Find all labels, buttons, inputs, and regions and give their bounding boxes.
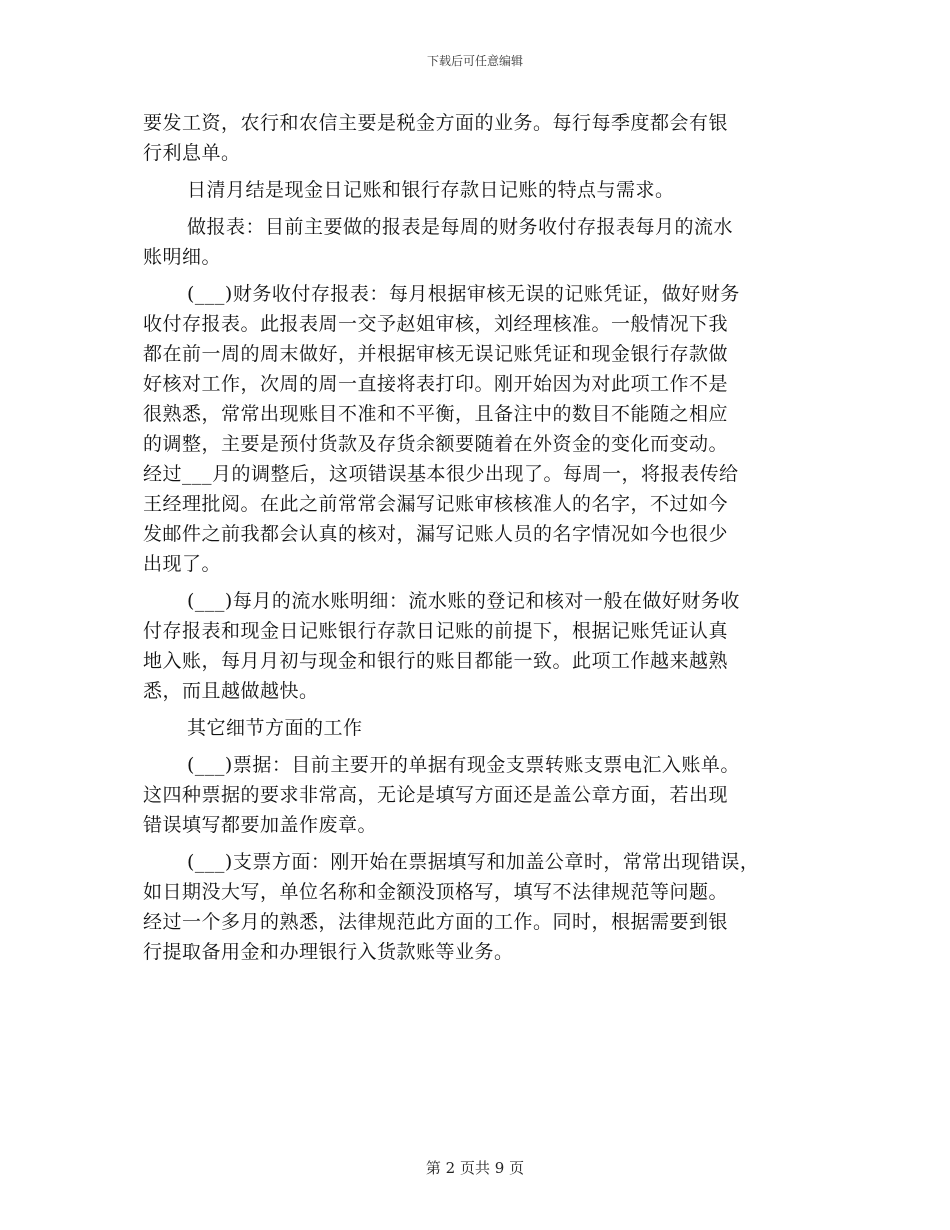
text-line: 错误填写都要加盖作废章。	[143, 814, 378, 836]
paragraph	[143, 847, 823, 967]
document-body	[143, 108, 823, 967]
paragraph	[143, 750, 823, 840]
text-line: 好核对工作，次周的周一直接将表打印。刚开始因为对此项工作不是	[143, 373, 729, 395]
paragraph	[143, 279, 823, 579]
text-line: 王经理批阅。在此之前常常会漏写记账审核核准人的名字，不过如今	[143, 493, 729, 515]
text-line: 如日期没大写，单位名称和金额没顶格写，填写不法律规范等问题。	[143, 881, 729, 903]
text-line: 其它细节方面的工作	[187, 717, 363, 739]
text-line: 经过一个多月的熟悉，法律规范此方面的工作。同时，根据需要到银	[143, 911, 729, 933]
paragraph	[143, 175, 823, 205]
page-footer: 第 2 页共 9 页	[425, 1159, 525, 1177]
text-line: 经过___月的调整后，这项错误基本很少出现了。每周一，将报表传给	[143, 463, 739, 485]
text-line: 发邮件之前我都会认真的核对，漏写记账人员的名字情况如今也很少	[143, 523, 729, 545]
text-line: 地入账，每月月初与现金和银行的账目都能一致。此项工作越来越熟	[143, 650, 729, 672]
text-line: (___)财务收付存报表：每月根据审核无误的记账凭证，做好财务	[187, 283, 740, 305]
text-line: (___)票据：目前主要开的单据有现金支票转账支票电汇入账单。	[187, 754, 740, 776]
text-line: 出现了。	[143, 553, 222, 575]
text-line: 账明细。	[143, 246, 222, 268]
text-line: 收付存报表。此报表周一交予赵姐审核，刘经理核准。一般情况下我	[143, 313, 729, 335]
text-line: 付存报表和现金日记账银行存款日记账的前提下，根据记账凭证认真	[143, 620, 729, 642]
text-line: 悉，而且越做越快。	[143, 680, 319, 702]
paragraph	[143, 108, 823, 168]
text-line: 要发工资，农行和农信主要是税金方面的业务。每行每季度都会有银	[143, 112, 729, 134]
text-line: 行利息单。	[143, 142, 241, 164]
text-line: 行提取备用金和办理银行入货款账等业务。	[143, 941, 514, 963]
text-line: 日清月结是现金日记账和银行存款日记账的特点与需求。	[187, 179, 675, 201]
text-line: 做报表：目前主要做的报表是每周的财务收付存报表每月的流水	[187, 216, 734, 238]
text-line: 这四种票据的要求非常高，无论是填写方面还是盖公章方面，若出现	[143, 784, 729, 806]
page-header: 下载后可任意编辑	[426, 54, 523, 68]
text-line: 很熟悉，常常出现账目不准和不平衡，且备注中的数目不能随之相应	[143, 403, 729, 425]
paragraph	[143, 212, 823, 272]
text-line: 的调整，主要是预付货款及存货余额要随着在外资金的变化而变动。	[143, 433, 729, 455]
text-line: 都在前一周的周末做好，并根据审核无误记账凭证和现金银行存款做	[143, 343, 729, 365]
text-line: (___)每月的流水账明细：流水账的登记和核对一般在做好财务收	[187, 590, 740, 612]
paragraph	[143, 713, 823, 743]
paragraph	[143, 586, 823, 706]
text-line: (___)支票方面：刚开始在票据填写和加盖公章时，常常出现错误，	[187, 851, 760, 873]
